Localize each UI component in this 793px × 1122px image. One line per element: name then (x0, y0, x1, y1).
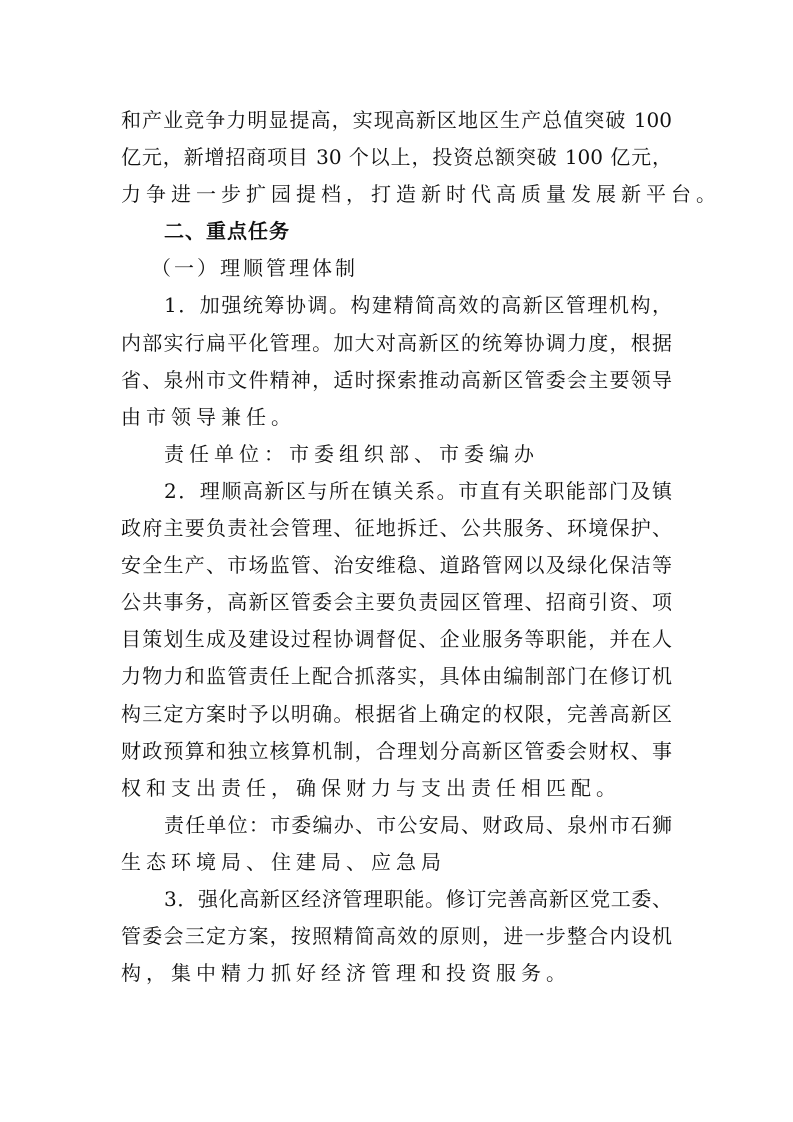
text-line: 二、重点任务 (164, 219, 290, 244)
text-line: 权和支出责任，确保财力与支出责任相匹配。 (121, 775, 621, 800)
text-line: 和产业竞争力明显提高，实现高新区地区生产总值突破 100 (121, 108, 672, 132)
text-line: 1．加强统筹协调。构建精简高效的高新区管理机构， (164, 293, 672, 318)
text-line: 责任单位：市委编办、市公安局、财政局、泉州市石狮 (164, 812, 672, 837)
text-line: 力物力和监管责任上配合抓落实，具体由编制部门在修订机 (121, 664, 672, 689)
text-line: 亿元，新增招商项目 30 个以上，投资总额突破 100 亿元， (121, 145, 672, 170)
text-line: 构三定方案时予以明确。根据省上确定的权限，完善高新区 (121, 701, 672, 726)
text-line: 内部实行扁平化管理。加大对高新区的统筹协调力度，根据 (121, 330, 672, 355)
subsection-heading (121, 250, 672, 287)
paragraph (121, 287, 672, 435)
text-line: 公共事务，高新区管委会主要负责园区管理、招商引资、项 (121, 590, 672, 615)
text-line: 构，集中精力抓好经济管理和投资服务。 (121, 961, 571, 986)
text-line: 力争进一步扩园提档，打造新时代高质量发展新平台。 (121, 182, 721, 207)
text-line: 3．强化高新区经济管理职能。修订完善高新区党工委、 (164, 886, 672, 911)
text-line: 省、泉州市文件精神，适时探索推动高新区管委会主要领导 (121, 367, 672, 392)
paragraph (121, 436, 672, 473)
text-line: 责任单位：市委组织部、市委编办 (164, 441, 539, 466)
text-line: 安全生产、市场监管、治安维稳、道路管网以及绿化保洁等 (121, 553, 672, 578)
text-line: 政府主要负责社会管理、征地拆迁、公共服务、环境保护、 (121, 516, 672, 541)
paragraph (121, 102, 721, 213)
text-line: 财政预算和独立核算机制，合理划分高新区管委会财权、事 (121, 738, 672, 763)
paragraph (121, 473, 672, 807)
text-line: 2．理顺高新区与所在镇关系。市直有关职能部门及镇 (164, 478, 672, 503)
text-line: 目策划生成及建设过程协调督促、企业服务等职能，并在人 (121, 627, 672, 652)
text-line: （一）理顺管理体制 (151, 256, 358, 281)
paragraph (121, 807, 672, 881)
text-line: 生态环境局、住建局、应急局 (121, 849, 446, 874)
text-line: 管委会三定方案，按照精简高效的原则，进一步整合内设机 (121, 924, 672, 949)
paragraph (121, 881, 672, 992)
text-line: 由市领导兼任。 (121, 404, 296, 429)
section-heading (121, 213, 672, 250)
document-page (121, 102, 721, 992)
